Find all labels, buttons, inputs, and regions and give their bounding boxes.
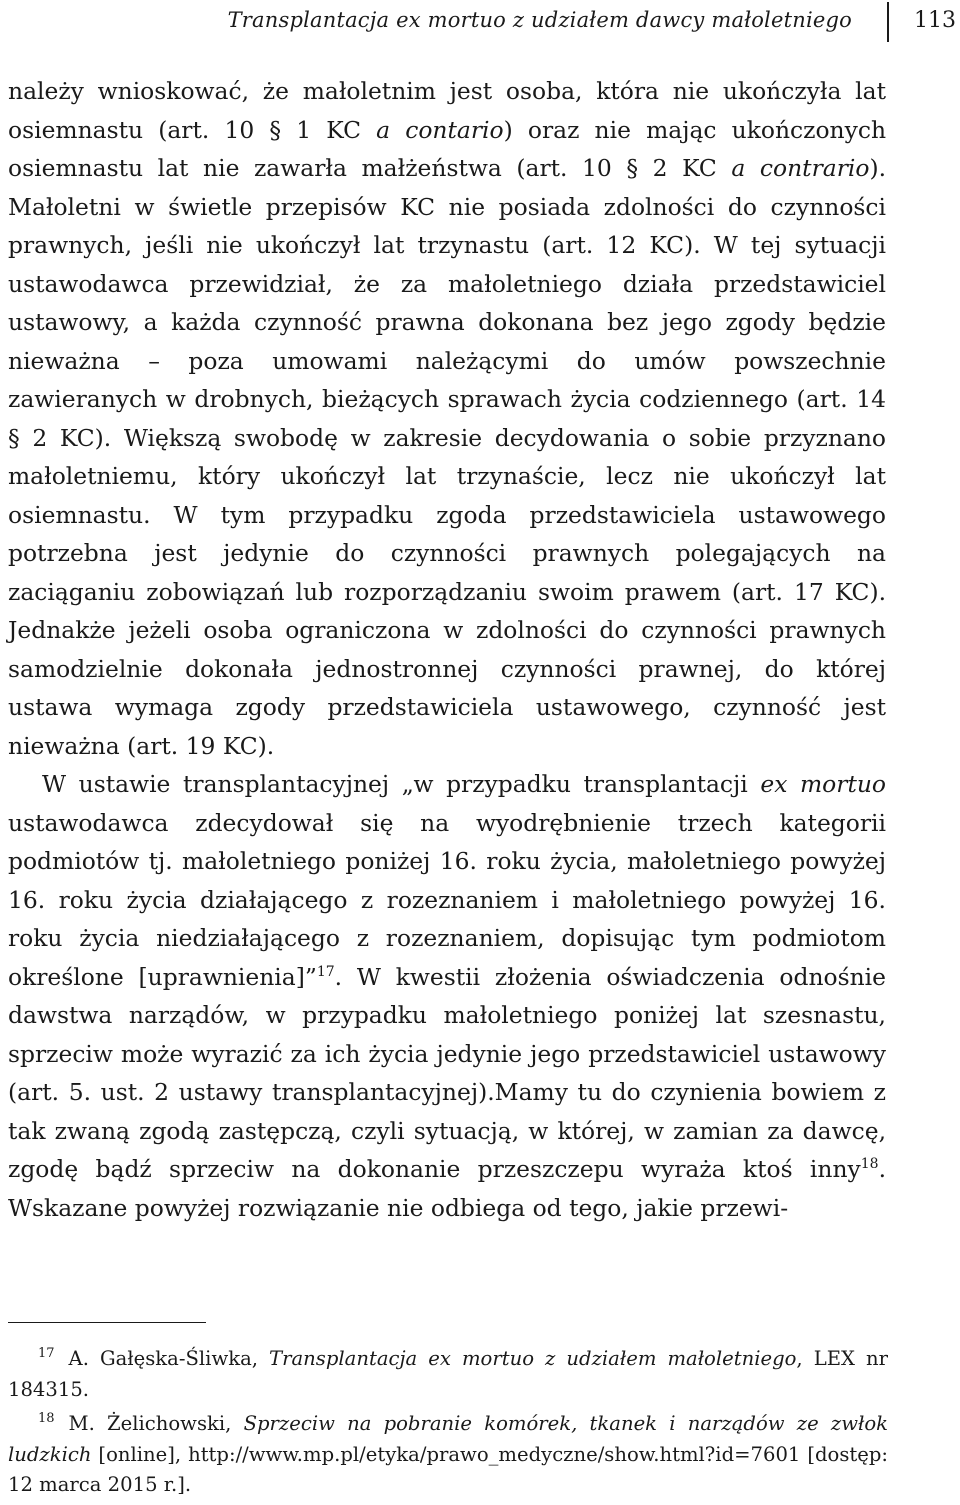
- footnote-17: [8, 1344, 888, 1405]
- header-divider: [887, 2, 889, 42]
- paragraph-1-text: ). Małoletni w świetle przepisów KC nie posiada zdolności do czynności prawnych, jeśli nie ukończył lat trzynastu (art. 12 KC). W tej sytuacji ustawodawca przewidział, że za małoletniego działa przedstawiciel ustawowy, a każda czynność prawna dokonana bez jego zgody będzie nieważna – poza umowami należącymi do umów powszechnie zawieranych w drobnych, bieżących sprawach życia codziennego (art. 14 § 2 KC). Większą swobodę w zakresie decydowania o sobie przyznano małoletniemu, który ukończył lat trzynaście, lecz nie ukończył lat osiemnastu. W tym przypadku zgoda przedstawiciela ustawowego potrzebna jest jedynie do czynności prawnych polegających na zaciąganiu zobowiązań lub rozporządzaniu swoim prawem (art. 17 KC). Jednakże jeżeli osoba ograniczona w zdolności do czynności prawnych samodzielnie dokonała jednostronnej czynności prawnej, do której ustawa wymaga zgody przedstawiciela ustawowego, czynność jest nieważna (art. 19 KC).: [8, 154, 887, 760]
- footnote-title: Sprzeciw na pobranie komórek, tkanek i narządów ze zwłok ludzkich: [8, 1412, 888, 1466]
- footnote-number: 17: [38, 1346, 55, 1361]
- paragraph-2-text: . W kwestii złożenia oświadczenia odnośnie dawstwa narządów, w przypadku małoletniego poniżej lat szesnastu, sprzeciw może wyrazić za ich życia jedynie jego przedstawiciel ustawowy (art. 5. ust. 2 ustawy transplantacyjnej).Mamy tu do czynienia bowiem z tak zwaną zgodą zastępczą, czyli sytuacją, w której, w zamian za dawcę, zgodę bądź sprzeciw na dokonanie przeszczepu wyraża ktoś inny: [8, 962, 886, 1183]
- paragraph-1: [8, 72, 886, 765]
- footnotes: [8, 1344, 888, 1505]
- paragraph-2: [8, 765, 886, 1227]
- footnote-source: [online], http://www.mp.pl/etyka/prawo_medyczne/show.html?id=7601 [dostęp: 12 marca 2015 r.].: [8, 1442, 888, 1496]
- italic-phrase: ex mortuo: [760, 770, 886, 798]
- footnote-ref-17[interactable]: 17: [316, 963, 335, 980]
- footnote-ref-18[interactable]: 18: [860, 1156, 879, 1172]
- main-text: [8, 72, 886, 1227]
- footnote-source: , LEX nr 184315.: [8, 1347, 888, 1401]
- footnote-author: M. Żelichowski,: [68, 1412, 244, 1435]
- italic-phrase: a contario: [376, 115, 504, 144]
- paragraph-1-text: należy wnioskować, że małoletnim jest osoba, która nie ukończyła lat osiemnastu (art. 10 § 1 KC: [8, 77, 886, 144]
- paragraph-1-text: ) oraz nie mając ukończonych osiemnastu lat nie zawarła małżeństwa (art. 10 § 2 KC: [8, 115, 887, 182]
- footnote-author: A. Gałęska-Śliwka,: [68, 1347, 270, 1370]
- page-number: 113: [914, 8, 956, 33]
- footnote-title: Transplantacja ex mortuo z udziałem małoletniego: [269, 1347, 797, 1370]
- paragraph-2-text: W ustawie transplantacyjnej „w przypadku transplantacji: [42, 770, 761, 798]
- paragraph-2-text: . Wskazane powyżej rozwiązanie nie odbiega od tego, jakie przewi-: [8, 1155, 886, 1222]
- italic-phrase: a contrario: [731, 154, 870, 182]
- running-header: [0, 0, 960, 50]
- footnote-number: 18: [38, 1411, 55, 1426]
- footnote-18: [8, 1409, 888, 1501]
- footnote-divider: [8, 1322, 206, 1323]
- header-title: Transplantacja ex mortuo z udziałem dawcy małoletniego: [227, 8, 852, 32]
- paragraph-2-text: ustawodawca zdecydował się na wyodrębnienie trzech kategorii podmiotów tj. małoletniego poniżej 16. roku życia, małoletniego powyżej 16. roku życia działającego z rozeznaniem i małoletniego powyżej 16. roku życia niedziałającego z rozeznaniem, dopisując tym podmiotom określone [uprawnienia]”: [8, 808, 886, 991]
